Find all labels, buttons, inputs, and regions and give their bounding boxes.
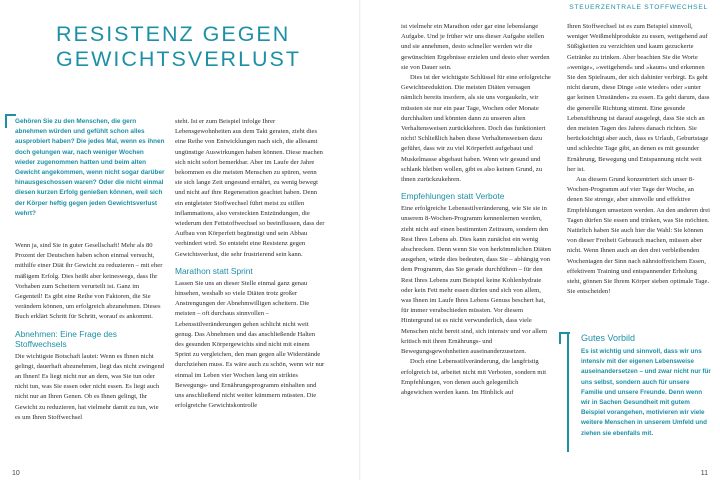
info-box-title: Gutes Vorbild: [581, 333, 636, 343]
column-1: [15, 241, 165, 423]
lead-paragraph: Gehören Sie zu den Menschen, die gern abnehmen würden und gefühlt schon alles ausprobiert haben? Die jedes Mal, wenn es ihnen doch gelungen war, nach weniger Wochen wieder zugenommen hatten und beim alten Gewicht angekommen, wenn nicht sogar darüber hinausgeschossen waren? Oder die nicht einmal diesen kurzen Erfolg genießen können, weil sich der Körper heftig gegen jeden Gewichtsverlust wehrt?: [15, 118, 165, 217]
body-paragraph: ist vielmehr ein Marathon oder gar eine lebenslange Aufgabe. Und je früher wir uns dieser Aufgabe stellen und sie annehmen, desto schneller werden wir die gewünschten Ergebnisse erzielen und desto eher werden sie von Dauer sein.: [401, 23, 550, 71]
body-paragraph: Doch eine Lebensstilveränderung, die langfristig erfolgreich ist, arbeitet nicht mit Verboten, sondern mit Empfehlungen, von denen auch gelegentlich abgewichen werden kann. Im Hinblick auf: [401, 358, 547, 396]
column-2: [175, 117, 325, 411]
body-paragraph: Eine erfolgreiche Lebensstilveränderung, wie Sie sie in unserem 8-Wochen-Programm kennenlernen werden, zieht nicht auf einen bestimmten Zeitraum, sondern den Rest Ihres Lebens ab. Dies kann zunächst ein wenig abschrecken. Denn wenn Sie von herkömmlichen Diäten ausgehen, würde dies bedeuten, dass Sie – abhängig von dem Programm, das Sie gerade durchführen – für den Rest Ihres Lebens zum Beispiel keine Kohlenhydrate oder kein Fett mehr essen dürfen und sich von allem, was Ihnen im Laufe Ihres Lebens Genuss beschert hat, für immer verabschieden müssten. Vor diesem Hintergrund ist es nicht verwunderlich, dass viele Menschen nicht bereit sind, sich intensiv und vor allem kritisch mit ihren Ernährungs- und Bewegungsgewohnheiten auseinanderzusetzen.: [401, 205, 551, 356]
body-paragraph: Dies ist der wichtigste Schlüssel für eine erfolgreiche Gewichtsreduktion. Die meisten Diäten versagen nämlich bereits insofern, als sie uns vorgaukeln, wir müssten sie nur ein paar Tage, Wochen oder Monate durchhalten und könnten dann zu unseren alten Verhaltensweisen zurückkehren. Doch das funktioniert nicht! Schließlich haben diese Verhaltensweisen dazu geführt, dass wir zu viel Körperfett aufgebaut und Muskelmasse abgebaut haben. Wenn wir gesund und schlank bleiben wollen, gibt es also keinen Grund, zu ihnen zurückzukehren.: [401, 74, 551, 184]
column-4: [567, 22, 710, 297]
info-box-text: Es ist wichtig und sinnvoll, dass wir uns intensiv mit der eigenen Lebensweise auseinandersetzen – und zwar nicht nur für uns selbst, sondern auch für unsere Familie und unsere Freunde. Denn wenn wir in Sachen Gesundheit mit gutem Beispiel vorangehen, motivieren wir viele weitere Menschen in unserem Umfeld und ziehen sie ebenfalls mit.: [581, 348, 711, 437]
body-paragraph: Ihren Stoffwechsel ist es zum Beispiel sinnvoll, weniger Weißmehlprodukte zu essen, weitgehend auf Süßigkeiten zu verzichten und kaum gezuckerte Getränke zu trinken. Aber beachten Sie die Worte »wenige«, »weitgehend« und »kaum« und erkennen Sie den Spielraum, der sich dahinter verbirgt. Es geht nicht darum, diese Dinge »nie wieder« oder »unter gar keinen Umständen« zu essen. Es geht darum, dass die generelle Richtung stimmt. Eine gesunde Lebensführung ist darauf ausgelegt, dass Sie sich an den meisten Tagen des Jahres danach richten. Sie berücksichtigt aber auch, dass es Urlaub, Geburtstage und schlechte Tage gibt, an denen es mit gesunder Ernährung, Bewegung und Entspannung nicht weit her ist.: [567, 23, 710, 173]
running-head: STEUERZENTRALE STOFFWECHSEL: [569, 4, 708, 11]
body-paragraph: steht. Ist er zum Beispiel infolge Ihrer Lebensgewohnheiten aus dem Takt geraten, zieht dies eine Reihe von Entwicklungen nach sich, die allesamt ungünstige Auswirkungen haben können. Diese machen sich nicht sofort bemerkbar. Aber im Laufe der Jahre bekommen es die meisten Menschen zu spüren, wenn sie sich lange Zeit ungesund ernährt, zu wenig bewegt und nicht auf ihre Regeneration geachtet haben. Denn ein entgleister Stoffwechsel führt meist zu stillen inflammations, also versteckten Entzündungen, die wiederum den Fettstoffwechsel so beeinflussen, dass der Aufbau von Körperfett begünstigt und sein Abbau verhindert wird. So entsteht eine Resistenz gegen Gewichtsverlust, die sehr frustrierend sein kann.: [175, 118, 325, 258]
info-box-gutes-vorbild: [567, 332, 712, 452]
page-number-right: 11: [700, 470, 708, 477]
column-3: [401, 22, 551, 398]
subheading-marathon: Marathon statt Sprint: [175, 265, 253, 276]
body-paragraph: Lassen Sie uns an dieser Stelle einmal ganz genau hinsehen, weshalb so viele Diäten trotz großer Anstrengungen der Abnehmwilligen scheitern. Die meisten – oft durchaus sinnvollen – Lebensstilveränderungen gehen schlicht nicht weit genug. Das Abnehmen und das anschließende Halten des gesunden Körpergewichts sind nicht mit einem Sprint zu vergleichen, den man gegen alle Widerstände durchziehen muss. Es wäre auch zu schön, wenn wir nur einmal im Leben vier Wochen lang ein striktes Bewegungs- und Ernährungsprogramm einhalten und uns anschließend nicht weiter kümmern müssten. Die erfolgreiche Gewichtskontrolle: [175, 279, 325, 410]
page-title: RESISTENZ GEGEN GEWICHTSVERLUST: [56, 22, 302, 71]
body-paragraph: Die wichtigste Botschaft lautet: Wenn es Ihnen nicht gelingt, dauerhaft abzunehmen, liegt das nicht zwingend an Ihnen! Es liegt nicht nur an dem, was Sie tun oder nicht tun, was Sie essen oder nicht essen. Es liegt auch nicht nur an Ihren Genen. Ob es Ihnen gelingt, Ihr Gewicht zu reduzieren, hat vielmehr damit zu tun, wie es um Ihren Stoffwechsel: [15, 352, 165, 421]
page-number-left: 10: [12, 470, 20, 477]
subheading-empfehlungen: Empfehlungen statt Verbote: [401, 191, 505, 202]
body-paragraph: Wenn ja, sind Sie in guter Gesellschaft! Mehr als 80 Prozent der Deutschen haben schon einmal versucht, mithilfe einer Diät ihr Gewicht zu reduzieren – mit eher mäßigem Erfolg. Dies heißt aber keineswegs, dass Ihr Vorhaben zum Scheitern verurteilt ist. Ganz im Gegenteil! Es gibt eine Reihe von Faktoren, die Sie verändern können, um erfolgreich abzunehmen. Dieses Buch erklärt Schritt für Schritt, worauf es ankommt.: [15, 242, 163, 321]
book-gutter: [359, 0, 361, 480]
subheading-abnehmen: Abnehmen: Eine Frage des Stoffwechsels: [15, 328, 117, 349]
body-paragraph: Aus diesem Grund konzentriert sich unser 8-Wochen-Programm auf vier Tage der Woche, an denen Sie strenge, aber sinnvolle und effektive Empfehlungen umsetzen werden. An den anderen drei Tagen dürfen Sie essen und trinken, was Sie möchten. Natürlich haben Sie auch hier die Wahl: Sie können von dieser Freiheit Gebrauch machen, müssen aber nicht. Wenn Ihnen auch an den drei verbleibenden Wochentagen der Sinn nach nährstoffreichem Essen, effektivem Training und entspannender Erholung steht, gönnen Sie Ihrem Körper sieben optimale Tage. Sie entscheiden!: [567, 176, 710, 296]
